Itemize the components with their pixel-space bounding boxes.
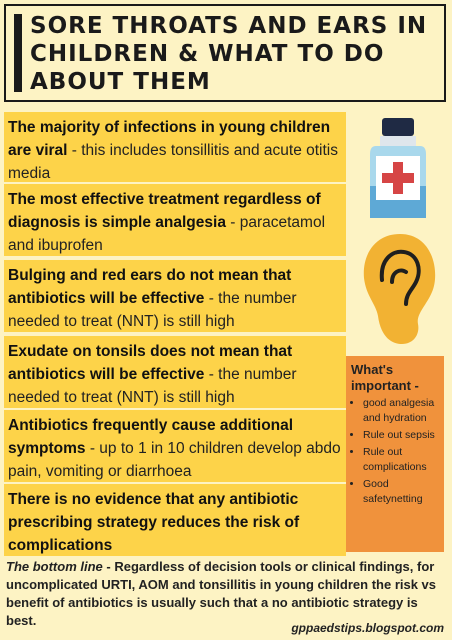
medicine-bottle-icon [362,116,434,220]
title-box [4,4,446,102]
fact-card-4 [4,336,346,408]
bottom-line-label: The bottom line [6,559,103,574]
title-accent-bar [14,14,22,92]
fact-card-bold: Antibiotics frequently cause additional symptoms [8,417,294,457]
important-item: • good analgesia and hydration [363,396,439,426]
fact-card-bold: The majority of infections in young children are viral [8,119,331,159]
important-item: • Rule out sepsis [363,428,439,443]
bottom-line [6,558,446,630]
fact-card-bold: There is no evidence that any antibiotic prescribing strategy reduces the risk of complications [8,491,300,554]
fact-card-2 [4,184,346,256]
important-heading: What's important - [351,362,419,393]
fact-card-3 [4,260,346,332]
fact-card-text: - the number needed to treat (NNT) is still high [8,290,297,330]
fact-card-1 [4,112,346,182]
fact-card-bold: The most effective treatment regardless of diagnosis is simple analgesia [8,191,321,231]
ear-icon [356,230,442,348]
fact-card-text: - this includes tonsillitis and acute otitis media [8,142,338,182]
important-item: • Good safetynetting [363,477,439,507]
fact-card-text: - paracetamol and ibuprofen [8,214,326,254]
important-list [351,396,439,507]
fact-card-6 [4,484,346,556]
page-title: SORE THROATS AND EARS IN CHILDREN & WHAT TO DO ABOUT THEM [30,13,428,95]
fact-card-bold: Bulging and red ears do not mean that antibiotics will be effective [8,267,292,307]
fact-card-bold: Exudate on tonsils does not mean that antibiotics will be effective [8,343,293,383]
fact-card-text: - the number needed to treat (NNT) is still high [8,366,297,406]
fact-card-5 [4,410,346,482]
bottom-line-text: - Regardless of decision tools or clinical findings, for uncomplicated URTI, AOM and tonsillitis in young children the risk vs benefit of antibiotics is usually such that a no antibiotic strategy is best. [6,559,437,628]
source-link[interactable]: gppaedstips.blogspot.com [291,621,444,635]
important-panel [346,356,444,552]
fact-card-text: - up to 1 in 10 children develop abdo pain, vomiting or diarrhoea [8,440,341,480]
important-item: • Rule out complications [363,445,439,475]
